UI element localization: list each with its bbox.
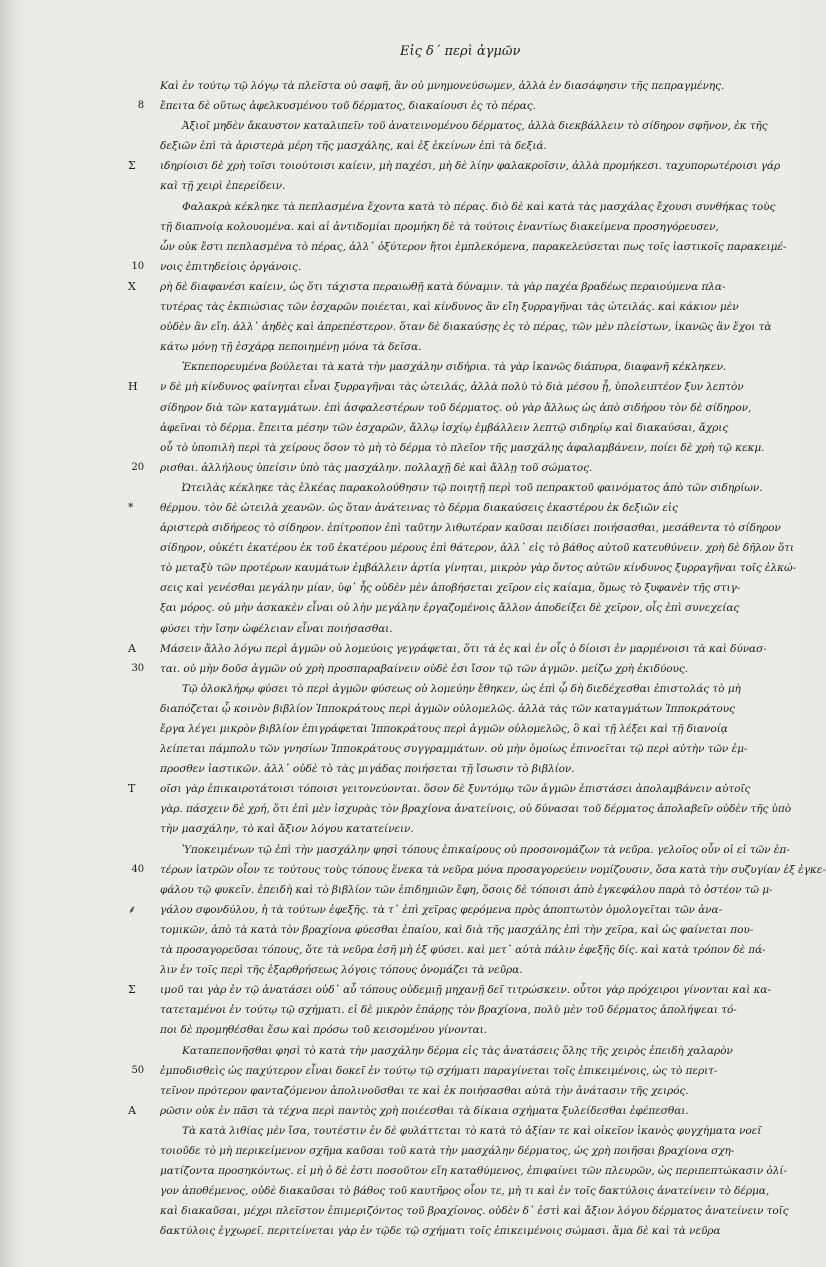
text-line [160, 619, 770, 639]
text-line [160, 719, 770, 739]
text-line [160, 116, 770, 136]
line-text: τὸ μεταξὺ τῶν προτέρων καυμάτων ἐμβάλλειν ἀρτία γίνηται, μικρὸν γὰρ ὄντος αὐτῶν κίνδυνος ξυρραγῆναι τοῖς ἐλκώ- [160, 562, 796, 575]
line-text: τὰ προσαγορεῦσαι τόπους, ὅτε τὰ νεῦρα ἐσῆ μὴ ἐξ φύσει. καὶ μετ᾽ αὐτὰ πάλιν ἐφεξῆς δίς. καὶ κατὰ τρόπον δὲ πά- [160, 944, 766, 957]
line-text: Φαλακρὰ κέκληκε τὰ πεπλασμένα ἔχοντα κατὰ τὸ πέρας. διὸ δὲ καὶ κατὰ τὰς μασχάλας ἔχουσι συνθήκας τοὺς [182, 200, 776, 213]
text-line [160, 217, 770, 237]
line-number: 10 [131, 260, 144, 272]
line-text: ὧν οὐκ ἔστι πεπλασμένα τὸ πέρας, ἀλλ᾽ ὀξύτερον ἤτοι ἐμπλεκόμενα, παρακελεύσεται πως τοῖς ἰαστικοῖς παρακειμέ- [160, 240, 787, 253]
text-line [160, 940, 770, 960]
line-text: κάτω μόνῃ τῇ ἐσχάρᾳ πεποιημένῃ μόνα τὰ δεῖσα. [160, 341, 422, 354]
text-line [160, 1141, 770, 1161]
line-text: ρισθαι. ἀλλήλους ὑπείσιν ὑπὸ τὰς μασχάλην. πολλαχῇ δὲ καὶ ἄλλῃ τοῦ σώματος. [160, 461, 593, 474]
line-text: τομικῶν, ἀπὸ τὰ κατὰ τὸν βραχίονα φύεσθαι ἐπαίου, καὶ διὰ τῆς μασχάλης ἐπὶ τὴν χεῖρα, καὶ ὡς φαίνεται που- [160, 923, 754, 936]
text-line [160, 578, 770, 598]
text-line [160, 1081, 770, 1101]
line-text: οὗ τὸ ὑποπιλὴ περὶ τὰ χείρους ὅσον τὸ μὴ τὸ δέρμα τὸ πλεῖον τῆς μασχάλης ἀφαλαμβάνειν, ποίει δὲ χρὴ τῷ κεκμ. [160, 441, 765, 454]
line-text: γάλου σφονδύλου, ἡ τὰ τούτων ἐφεξῆς. τὰ τ᾽ ἐπὶ χεῖρας φερόμενα πρὸς ἀποπτωτὸν ὁμολογεῖται τῶν ἀνα- [160, 903, 723, 916]
text-line [160, 1041, 770, 1061]
initial-letter: * [128, 500, 134, 514]
text-line [160, 136, 770, 156]
line-text: λιν ἐν τοῖς περὶ τῆς ἐξαρθρήσεως λόγοις τόπους ὀνομάζει τὰ νεῦρα. [160, 964, 523, 977]
text-line [160, 197, 776, 217]
text-line [160, 237, 787, 257]
line-text: ν δὲ μὴ κίνδυνος φαίνηται εἶναι ξυρραγῆναι τὰς ὠτειλάς, ἀλλὰ πολὺ τὸ διὰ μέσου ᾖ, ὑπολειπτέον ξυν λεπτὸν [160, 381, 744, 394]
text-line [128, 156, 781, 176]
line-text: θέρμου. τὸν δὲ ὠτειλὰ χεανῶν. ὡς ὅταν ἀνάτεινας τὸ δέρμα διακαύσεις ἐκαστέρου ἐκ δεξιῶν εἰς [160, 501, 678, 514]
line-text: φύσει τὴν ἴσην ὠφέλειαν εἶναι ποιήσασθαι. [160, 622, 393, 635]
line-text: Ὠτειλὰς κέκληκε τὰς ἑλκέας παρακολούθησιν τῷ ποιητῇ περὶ τοῦ πεπρακτοῦ φαινόματος ἀπὸ τῶν σιδηρίων. [182, 481, 763, 494]
line-text: σίδηρον, οὐκέτι ἐκατέρου ἐκ τοῦ ἐκατέρου μέρους ἐπὶ θάτερον, ἀλλ᾽ εἰς τὸ βάθος αὐτοῦ κατευθύνειν. χρὴ δὲ δῆλον ὅτι [160, 542, 794, 555]
line-text: ἀφεῖναι τὸ δέρμα. ἔπειτα μέσην τῶν ἐσχαρῶν, ἄλλῳ ἰσχίῳ ἐμβάλλειν λεπτῷ σιδηρίῳ καὶ διακαύσαι, ἄχρις [160, 421, 729, 434]
line-text: τοιοῦδε τὸ μὴ περικείμενον σχῆμα καῦσαι τοῦ κατὰ τὴν μασχάλην δέρματος, ὡς χρὴ ποιῆσαι βραχίονα σχη- [160, 1144, 735, 1157]
line-text: Ἐκπεπορευμένα βούλεται τὰ κατὰ τὴν μασχάλην σιδήρια. τὰ γὰρ ἱκανῶς διάπυρα, διαφανῆ κέκληκεν. [182, 361, 727, 374]
line-text: φάλου τῷ φυκεῖν. ἐπειδὴ καὶ τὸ βιβλίον τῶν ἐπιδημιῶν ἔφη, ὅσοις δὲ τόποισι ἀπὸ ἐγκεφάλου παρὰ τὸ ὀστέον τῶ μ- [160, 883, 773, 896]
line-text: διαπόζεται ᾧ κοινὸν βιβλίον Ἱπποκράτους περὶ ἀγμῶν οὐλομελῶς. ἀλλὰ τὰς τῶν καταγμάτων Ἱπποκράτους [160, 702, 735, 715]
line-text: Μάσειν ἄλλο λόγω περὶ ἀγμῶν οὐ λομεύοις γεγράφεται, ὅτι τὰ ἐς καὶ ἐν οἷς ὁ δίοισι ἐν μαρμένοισι τὰ καὶ δύνασ- [160, 642, 767, 655]
line-text: δεξιῶν ἐπὶ τὰ ἀριστερὰ μέρη τῆς μασχάλης, καὶ ἐξ ἐκείνων ἐπὶ τὰ δεξιά. [160, 140, 547, 153]
text-line [160, 357, 770, 377]
running-head: Εἰς δ΄ περὶ ἀγμῶν [400, 44, 521, 59]
text-line [160, 1161, 787, 1181]
line-number: 8 [137, 100, 144, 112]
text-line [160, 739, 770, 759]
line-text: σεις καὶ γενέσθαι μεγάλην μίαν, ὑφ᾽ ἧς οὐδὲν μὲν ἀποβήσεται χεῖρον εἰς καίαμα, ὅμως τὸ ξυφανὲν τῆς στιγ- [160, 582, 741, 595]
text-line [128, 1101, 770, 1121]
line-text: Ὑποκειμένων τῷ ἐπὶ τὴν μασχάλην φησὶ τόπους ἐπικαίρους οὐ προσονομάζων τὰ νεῦρα. γελοῖος οὖν οἱ εἰ τῶν ἐπ- [182, 843, 790, 856]
initial-letter: Χ [128, 279, 136, 293]
text-line [160, 76, 770, 96]
text-line [128, 498, 770, 518]
line-text: προσθεν ἰαστικῶν. ἀλλ᾽ οὐδὲ τὸ τὰς μιγάδας ποιήσεται τῇ ἴσωσιν τὸ βιβλίον. [160, 763, 575, 776]
text-line [160, 317, 770, 337]
text-line [131, 257, 770, 277]
line-text: ται. οὐ μὴν δοῦσ ἀγμῶν οὐ χρὴ προσπαραβαίνειν οὐδὲ ἐσι ἴσον τῷ τῶν ἀγμῶν. μείζω χρὴ ἐκιδύους. [160, 662, 688, 675]
initial-letter: Η [128, 380, 138, 394]
text-line [160, 699, 770, 719]
line-text: ιμοῦ ται γὰρ ἐν τῷ ἀνατάσει οὐδ᾽ αὖ τόπους οὐδεμιῇ μηχανῇ δεῖ τιτρώσκειν. οὗτοι γὰρ πρόχειροι γίνονται καὶ κα- [160, 984, 771, 997]
line-text: Καὶ ἐν τούτῳ τῷ λόγῳ τὰ πλεῖστα οὐ σαφῆ, ἃν οὐ μνημονεύσωμεν, ἀλλὰ ἐν διασάφησιν τῆς πεπραγμένης. [160, 80, 725, 92]
line-text: ἐμποδισθεὶς ὡς παχύτερον εἶναι δοκεῖ ἐν τούτῳ τῷ σχήματι παραγίνεται τοῖς ἐπικειμένοις, ὡς τὸ περιτ- [160, 1064, 718, 1077]
text-line [160, 1020, 770, 1040]
text-line [131, 1061, 770, 1081]
text-line [160, 840, 790, 860]
line-text: οὐδὲν ἂν εἴη. ἀλλ᾽ ἀηδὲς καὶ ἀπρεπέστερον. ὅταν δὲ διακαύσῃς ἐς τὸ πέρας, τῶν μὲν πλείστων, ἱκανῶς ἂν ἔχοι τὰ [160, 321, 772, 334]
initial-letter: Α [128, 1103, 136, 1117]
initial-letter: ⸙ [128, 902, 137, 916]
text-line [160, 960, 770, 980]
line-text: ρὴ δὲ διαφανέσι καίειν, ὡς ὅτι τάχιστα περαιωθῇ κατὰ δύναμιν. τὰ γὰρ παχέα βραδέως περαιούμενα πλα- [160, 280, 726, 293]
line-number: 40 [131, 863, 144, 875]
text-line [160, 398, 770, 418]
page-gutter-shadow [0, 0, 26, 1267]
greek-commentary-text [128, 76, 826, 1241]
line-text: τυτέρας τὰς ἐκπιώσιας τῶν ἐσχαρῶν ποιέεται, καὶ κίνδυνος ἂν εἴη ξυρραγῆναι τὰς ὠτειλάς. καὶ κάκιον μὲν [160, 301, 739, 314]
line-text: ξαι μόρος. οὐ μὴν ἀσκακὲν εἶναι οὐ λὴν μεγάλην ἐργαζομένοις ἄλλον ἀποδείξει δὲ χεῖρον, οἷς ἐπὶ συνεχείας [160, 602, 740, 615]
text-line [160, 799, 792, 819]
line-text: ἔπειτα δὲ οὕτως ἀφελκυσμένου τοῦ δέρματος, διακαίουσι ἐς τὸ πέρας. [160, 100, 536, 113]
text-line [160, 558, 796, 578]
line-text: τὴν μασχάλην, τὸ καὶ ἄξιον λόγου κατατείνειν. [160, 823, 414, 836]
line-text: δακτύλοις ἐγχωρεῖ. περιτείνεται γὰρ ἐν τῷδε τῷ σχήματι τοῖς ἐπικειμένοις σώμασι. ἅμα δὲ καὶ τὰ νεῦρα [160, 1225, 721, 1238]
line-text: τέρων ἰατρῶν οἷον τε τούτους τοὺς τόπους ἕνεκα τὰ νεῦρα μόνα προσαγορεύειν νομίζουσιν, ὅσα κατὰ τὴν συζυγίαν ἐξ ἐγκε- [160, 863, 826, 876]
initial-letter: Α [128, 641, 136, 655]
text-line [160, 337, 770, 357]
text-line [160, 1181, 770, 1201]
line-text: Τὰ κατὰ λιθίας μὲν ἴσα, τουτέστιν ἐν δὲ φυλάττεται τὸ κατὰ τὸ ἀξίαν τε καὶ οἰκεῖον ἰκανὸς φυγχήματα νοεῖ [182, 1124, 762, 1137]
line-text: νοις ἐπιτηδείοις ὀργάνοις. [160, 260, 302, 273]
text-line [128, 377, 770, 397]
line-text: σίδηρον διὰ τῶν καταγμάτων. ἐπὶ ἀσφαλεστέρων τοῦ δέρματος. οὐ γὰρ ἄλλως ὡς ἀπὸ σιδήρου τὸν δὲ σίδηρον, [160, 401, 752, 414]
line-number: 20 [131, 461, 144, 473]
text-line [131, 860, 826, 880]
text-line [160, 1201, 789, 1221]
text-line [160, 176, 770, 196]
line-text: καὶ τῇ χειρὶ ἐπερείδειν. [160, 180, 286, 193]
line-text: ἔργα λέγει μικρὸν βιβλίον ἐπιγράφεται Ἱπποκράτους περὶ ἀγμῶν οὐλομελῶς, ὃ καὶ τῇ λέξει καὶ τῇ διανοίᾳ [160, 723, 728, 735]
initial-letter: Τ [128, 782, 136, 796]
text-line [160, 478, 770, 498]
line-text: ἀριστερὰ σιδήρεος τὸ σίδηρον. ἐπίτροπον ἐπὶ ταῦτην λιθωτέραν καῦσαι πειδίσει ποιήσασθαι, μεσάθεντα τὸ σίδηρον [160, 522, 781, 535]
line-text: τεῖνον πρότερον φανταζόμενον ἀπολινοῦσθαι τε καὶ ἐκ ποιήσασθαι αὐτὰ τὴν ἀνάτασιν τῆς χειρός. [160, 1084, 689, 1097]
text-line [160, 819, 770, 839]
text-line [128, 639, 770, 659]
line-text: γὰρ. πάσχειν δὲ χρή, ὅτι ἐπὶ μὲν ἰσχυρὰς τὸν βραχίονα ἀνατείνοις, οὐ δύνασαι τοῦ δέρματος ἀπολαβεῖν οὐδὲν τῆς ὑπὸ [160, 803, 792, 816]
line-text: γον ἀποθέμενος, οὐδὲ διακαῦσαι τὸ βάθος τοῦ καυτῆρος οἷον τε, μὴ τι καὶ ἐν τοῖς δακτύλοις ἀνατείνειν τὸ δέρμα, [160, 1185, 770, 1198]
text-line [160, 679, 770, 699]
text-line [128, 277, 770, 297]
line-text: τῇ διαπνοίᾳ κολουομένα. καὶ αἱ ἀντιδομίαι προμήκη δὲ τὰ τούτοις ἐναντίως διακείμενα προσηγόρευσεν, [160, 220, 719, 233]
line-text: Ἀξιοῖ μηδὲν ἄκαυστον καταλιπεῖν τοῦ ἀνατεινομένου δέρματος, ἀλλὰ διεκβάλλειν τὸ σίδηρον σφῆνον, ἐκ τῆς [182, 120, 768, 133]
text-line [128, 779, 770, 799]
text-line [160, 880, 773, 900]
line-text: τατεταμένοι ἐν τούτῳ τῷ σχήματι. εἰ δὲ μικρὸν ἐπάρῃς τὸν βραχίονα, πολὺ μὲν τοῦ δέρματος ἀπολήψεαι τό- [160, 1004, 737, 1017]
line-text: ματίζοντα προσηκόντως. εἰ μὴ ὁ δὲ ἐστι ποσοῦτον εἴη καταθύμενος, ἐπιφαίνει τῶν πλευρῶν, ὡς περιπεπτώκασιν ὀλί- [160, 1165, 787, 1178]
text-line [160, 438, 770, 458]
text-line [160, 418, 770, 438]
line-text: Καταπεπονῆσθαι φησὶ τὸ κατὰ τὴν μασχάλην δέρμα εἰς τὰς ἀνατάσεις ὅλης τῆς χειρὸς ἐπειδὴ χαλαρὸν [182, 1044, 733, 1057]
text-line [160, 1000, 770, 1020]
text-line [160, 297, 770, 317]
line-number: 30 [131, 662, 144, 674]
text-line [160, 759, 770, 779]
text-line [160, 518, 781, 538]
line-text: ιδηρίοισι δὲ χρὴ τοῖσι τοιούτοισι καίειν, μὴ παχέσι, μὴ δὲ λίην φαλακροῖσιν, ἀλλὰ προμήκεσι. ταχυπορωτέροισι γάρ [160, 160, 781, 173]
text-line [160, 538, 794, 558]
line-text: ποι δὲ προμηθέσθαι ἔσω καὶ πρόσω τοῦ κεισομένου γίνονται. [160, 1024, 488, 1037]
text-line [160, 1221, 770, 1241]
text-line [160, 1121, 770, 1141]
line-text: ρῶσιν οὐκ ἐν πᾶσι τὰ τέχνα περὶ παντὸς χρὴ ποιέεσθαι τὰ δίκαια σχήματα ξυλείδεσθαι ἐφέπεσθαι. [160, 1104, 689, 1117]
line-number: 50 [131, 1064, 144, 1076]
text-line [128, 980, 771, 1000]
text-line [160, 920, 770, 940]
text-line [131, 659, 770, 679]
text-line [137, 96, 770, 116]
text-line [160, 598, 770, 618]
text-line [131, 458, 770, 478]
line-text: οῖσι γὰρ ἐπικαιροτάτοισι τόποισι γειτονεύονται. ὅσον δὲ ξυντόμῳ τῶν ἀγμῶν ἐπιστάσει ἀπολαμβάνειν αὐτοῖς [160, 783, 751, 796]
line-text: Τῷ ὁλοκλήρῳ φύσει τὸ περὶ ἀγμῶν φύσεως οὐ λομεύην ἔθηκεν, ὡς ἐπὶ ᾧ δὴ διεδέχεσθαι ἐπιστολάς τὸ μὴ [182, 682, 741, 695]
line-text: καὶ διακαῦσαι, μέχρι πλεῖστον ἐπιμεριζόντος τοῦ βραχίονος. οὐδὲν δ᾽ ἐστὶ καὶ ἄξιον λόγου δέρματος ἀνατείνειν τοῖς [160, 1205, 789, 1218]
initial-letter: Σ [128, 983, 136, 997]
line-text: λείπεται πάμπολυ τῶν γνησίων Ἱπποκράτους συγγραμμάτων. οὐ μὴν ὁμοίως ἐπινοεῖται τῷ περὶ αὐτὴν τῶν ἐμ- [160, 743, 748, 756]
text-line [128, 900, 770, 920]
initial-letter: Σ [128, 159, 136, 173]
